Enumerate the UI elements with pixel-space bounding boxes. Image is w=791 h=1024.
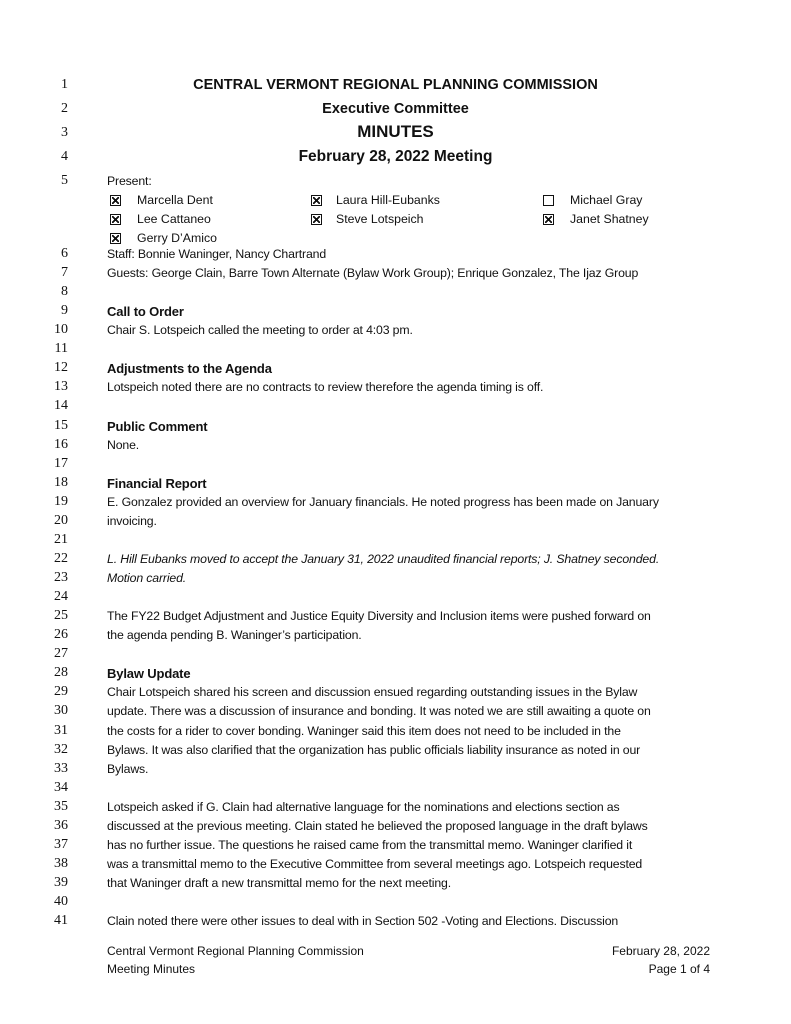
- footer-page: Page 1 of 4: [648, 962, 710, 976]
- line-number: 15: [54, 417, 68, 433]
- body-text: Lotspeich asked if G. Clain had alternative language for the nominations and elections section as: [107, 799, 620, 814]
- body-text: None.: [107, 437, 140, 452]
- line-number: 36: [54, 817, 68, 833]
- line-number: 31: [54, 722, 68, 738]
- attendee-name: Michael Gray: [570, 193, 643, 207]
- body-text: The FY22 Budget Adjustment and Justice Equity Diversity and Inclusion items were pushed forward on: [107, 609, 651, 624]
- org-title: CENTRAL VERMONT REGIONAL PLANNING COMMISSION: [193, 77, 598, 93]
- checked-checkbox-icon: [543, 214, 554, 225]
- attendee-name: Steve Lotspeich: [336, 212, 424, 226]
- body-text: was a transmittal memo to the Executive Committee from several meetings ago. Lotspeich requested: [107, 856, 643, 871]
- line-number: 9: [61, 303, 68, 319]
- line-number: 1: [61, 77, 68, 92]
- line-number: 37: [54, 836, 68, 852]
- line-number: 25: [54, 608, 68, 624]
- line-number: 22: [54, 550, 68, 566]
- body-text: has no further issue. The questions he raised came from the transmittal memo. Waninger clarified it: [107, 837, 633, 852]
- line-number: 7: [61, 265, 68, 281]
- footer-date: February 28, 2022: [611, 944, 710, 958]
- line-number: 14: [54, 398, 68, 414]
- line-number: 2: [61, 101, 68, 116]
- line-number: 10: [54, 322, 68, 338]
- body-text: Bylaws.: [107, 761, 149, 776]
- body-text: E. Gonzalez provided an overview for January financials. He noted progress has been made on January: [107, 494, 659, 509]
- body-text: Chair Lotspeich shared his screen and discussion ensued regarding outstanding issues in the Bylaw: [107, 685, 638, 700]
- section-heading: Financial Report: [107, 475, 207, 491]
- line-number: 20: [54, 512, 68, 528]
- line-number: 27: [54, 646, 68, 662]
- line-number: 28: [54, 665, 68, 681]
- section-heading: Call to Order: [107, 304, 184, 320]
- line-number: 8: [61, 284, 68, 300]
- line-number: 29: [54, 684, 68, 700]
- line-number: 13: [54, 379, 68, 395]
- body-text: Clain noted there were other issues to deal with in Section 502 -Voting and Elections. Discussion: [107, 914, 619, 929]
- checked-checkbox-icon: [110, 233, 121, 244]
- line-number: 12: [54, 360, 68, 376]
- line-number: 41: [54, 913, 68, 929]
- body-text: Guests: George Clain, Barre Town Alternate (Bylaw Work Group); Enrique Gonzalez, The Ijaz Group: [107, 266, 639, 281]
- line-number: 33: [54, 760, 68, 776]
- section-heading: Adjustments to the Agenda: [107, 361, 272, 377]
- line-number: 21: [54, 531, 68, 547]
- body-text: Staff: Bonnie Waninger, Nancy Chartrand: [107, 247, 327, 261]
- checked-checkbox-icon: [110, 195, 121, 206]
- line-number: 6: [61, 246, 68, 261]
- body-text: Lotspeich noted there are no contracts to review therefore the agenda timing is off.: [107, 380, 544, 395]
- meeting-title: February 28, 2022 Meeting: [298, 148, 493, 165]
- body-text: Bylaws. It was also clarified that the organization has public officials liability insurance as noted in our: [107, 742, 641, 757]
- section-heading: Bylaw Update: [107, 666, 191, 682]
- line-number: 30: [54, 703, 68, 719]
- line-number: 24: [54, 589, 68, 605]
- committee-title: Executive Committee: [322, 101, 469, 117]
- line-number: 32: [54, 741, 68, 757]
- motion-text: L. Hill Eubanks moved to accept the January 31, 2022 unaudited financial reports; J. Shatney seconded.: [107, 551, 660, 566]
- motion-text: Motion carried.: [107, 571, 187, 586]
- line-number: 19: [54, 493, 68, 509]
- body-text: discussed at the previous meeting. Clain stated he believed the proposed language in the draft bylaws: [107, 818, 648, 833]
- line-number: 5: [61, 173, 68, 188]
- line-number: 35: [54, 798, 68, 814]
- attendee-name: Gerry D’Amico: [137, 231, 217, 245]
- line-number: 3: [61, 125, 68, 140]
- section-heading: Public Comment: [107, 418, 208, 434]
- body-text: the agenda pending B. Waninger’s participation.: [107, 628, 362, 643]
- line-number: 11: [54, 341, 68, 357]
- checked-checkbox-icon: [311, 214, 322, 225]
- body-text: invoicing.: [107, 513, 157, 528]
- line-number: 40: [54, 894, 68, 910]
- attendee-name: Janet Shatney: [570, 212, 649, 226]
- body-text: the costs for a rider to cover bonding. Waninger said this item does not need to be included in the: [107, 723, 621, 738]
- line-number: 18: [54, 474, 68, 490]
- line-number: 38: [54, 855, 68, 871]
- line-number: 16: [54, 436, 68, 452]
- footer-doc: Meeting Minutes: [107, 962, 196, 976]
- line-number: 4: [61, 149, 68, 164]
- line-number: 17: [54, 455, 68, 471]
- body-text: that Waninger draft a new transmittal memo for the next meeting.: [107, 875, 451, 890]
- attendee-name: Marcella Dent: [137, 193, 213, 207]
- line-number: 39: [54, 874, 68, 890]
- attendee-name: Lee Cattaneo: [137, 212, 211, 226]
- line-number: 23: [54, 570, 68, 586]
- body-text: update. There was a discussion of insurance and bonding. It was noted we are still awaiting a quote on: [107, 704, 651, 719]
- body-text: Chair S. Lotspeich called the meeting to order at 4:03 pm.: [107, 323, 413, 338]
- line-number: 26: [54, 627, 68, 643]
- present-label: Present:: [107, 174, 152, 188]
- doc-type-title: MINUTES: [357, 122, 434, 141]
- checked-checkbox-icon: [311, 195, 322, 206]
- unchecked-checkbox-icon: [543, 195, 554, 206]
- line-number: 34: [54, 779, 68, 795]
- attendee-name: Laura Hill-Eubanks: [336, 193, 440, 207]
- checked-checkbox-icon: [110, 214, 121, 225]
- footer-org: Central Vermont Regional Planning Commission: [107, 944, 364, 958]
